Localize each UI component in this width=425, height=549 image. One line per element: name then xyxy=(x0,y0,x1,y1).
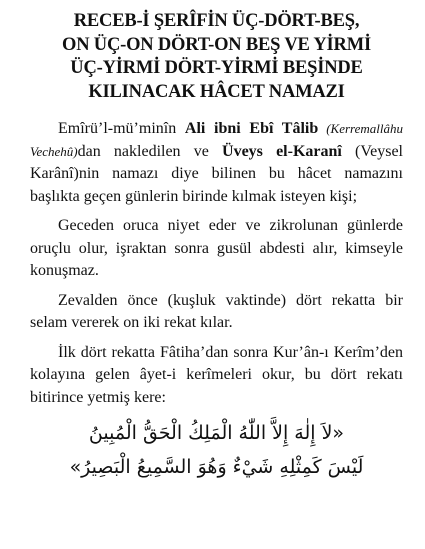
document-page xyxy=(0,10,425,549)
paragraph-3: Zevalden önce (kuşluk vaktinde) dört rekatta bir selam vererek on iki rekat kılar. xyxy=(30,291,403,331)
p1-name-ali: Ali ibni Ebî Tâlib xyxy=(184,120,319,137)
arabic-line-1: «لاَ إِلٰهَ إِلاَّ اللّٰهُ الْمَلِكُ الْحَقُّ الْمُبِينُ xyxy=(88,422,345,444)
title-line-3: ÜÇ-YİRMİ DÖRT-YİRMİ BEŞİNDE xyxy=(70,58,363,78)
title-line-1: RECEB-İ ŞERÎFİN ÜÇ-DÖRT-BEŞ, xyxy=(73,11,360,31)
arabic-line-2: لَيْسَ كَمِثْلِهِ شَيْءٌ وَهُوَ السَّمِيعُ الْبَصِيرُ» xyxy=(69,456,364,478)
title-line-2: ON ÜÇ-ON DÖRT-ON BEŞ VE YİRMİ xyxy=(62,34,371,55)
paragraph-4: İlk dört rekatta Fâtiha’dan sonra Kur’ân-ı Kerîm’den kolayına gelen âyet-i kerîmeleri okur, bu dört rekatı bitirince yetmiş kere: xyxy=(30,343,403,406)
p1-name-uveys: Üveys el-Karanî xyxy=(222,142,342,160)
p1-honorific: (Kerremallâhu Vechehû) xyxy=(30,121,403,159)
paragraph-2: Geceden oruca niyet eder ve zikrolunan günlerde oruçlu olur, işraktan sonra gusül abdesti alır, kimseyle konuşmaz. xyxy=(30,217,403,279)
page-title xyxy=(30,10,403,104)
p1-text-b: dan nakledilen ve xyxy=(77,142,223,160)
paragraph-1 xyxy=(30,118,403,208)
title-line-4: KILINACAK HÂCET NAMAZI xyxy=(88,81,345,102)
p1-text-c: (Veysel Karânî)nin namazı diye bilinen bu hâcet namazını başlıkta geçen günlerin birinde kılmak isteyen kişi; xyxy=(30,142,404,205)
body-text xyxy=(30,118,403,409)
p1-text-a: Emîrü’l-mü’minîn xyxy=(58,120,185,137)
arabic-dhikr xyxy=(30,416,403,484)
